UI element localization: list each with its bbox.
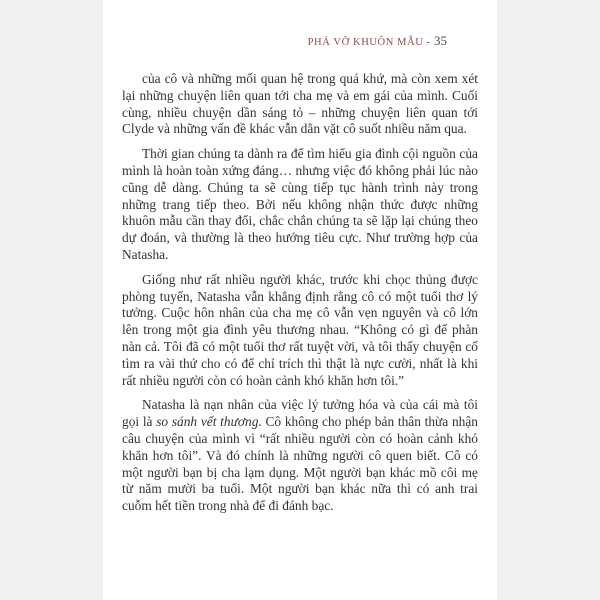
- text-run: . Cô không cho phép bản thân thừa nhận câu chuyện của mình vì “rất nhiều người còn có hoàn cảnh khó khăn hơn tôi”. Và đó chính là những người cô quen biết. Cô có một người bạn bị cha lạm dụng. Một người bạn khác mồ côi mẹ từ năm mười ba tuổi. Một người bạn khác nữa thì có anh trai cuỗm hết tiền trong nhà để đi đánh bạc.: [122, 414, 478, 514]
- text-run: của cô và những mối quan hệ trong quá khứ, mà còn xem xét lại những chuyện liên quan tới cha mẹ và em gái của mình. Cuối cùng, nhiều chuyện dần sáng tỏ – những chuyện liên quan tới Clyde và những vấn đề khác vẫn dằn vặt cô suốt nhiều năm qua.: [122, 71, 478, 137]
- italic-phrase: so sánh vết thương: [156, 414, 259, 430]
- paragraph: [122, 71, 478, 138]
- running-head-separator: -: [423, 37, 434, 48]
- paragraph: [122, 146, 478, 264]
- running-head: [103, 0, 497, 49]
- text-run: Natasha là nạn nhân của việc lý tưởng hóa và của cái mà tôi gọi là: [122, 397, 478, 430]
- book-page: [103, 0, 497, 600]
- paragraph: [122, 397, 478, 515]
- text-run: Giống như rất nhiều người khác, trước khi chọc thủng được phòng tuyến, Natasha vẫn khẳng định rằng cô có một tuổi thơ lý tưởng. Cuộc hôn nhân của cha mẹ cô vẫn vẹn nguyên và cô lớn lên trong một gia đình yêu thương nhau. “Không có gì để phàn nàn cả. Tôi đã có một tuổi thơ rất tuyệt vời, và tôi thấy chuyện cố tìm ra vài thứ cho có để chỉ trích thì thật là nực cười, nhất là khi rất nhiều người còn có hoàn cảnh khó khăn hơn tôi.”: [122, 271, 478, 388]
- text-block: [122, 71, 478, 515]
- paragraph: [122, 272, 478, 390]
- running-head-title: PHÁ VỠ KHUÔN MẪU: [307, 37, 424, 48]
- text-run: Thời gian chúng ta dành ra để tìm hiểu gia đình cội nguồn của mình là hoàn toàn xứng đáng… nhưng việc đó không phải lúc nào cũng dễ dàng. Chúng ta sẽ cùng tiếp tục hành trình này trong những trang tiếp theo. Bởi nếu không nhận thức được những khuôn mẫu cần thay đổi, chắc chắn chúng ta sẽ lặp lại chúng theo dự đoán, và thường là theo hướng tiêu cực. Như trường hợp của Natasha.: [122, 146, 478, 262]
- page-number: 35: [434, 33, 447, 48]
